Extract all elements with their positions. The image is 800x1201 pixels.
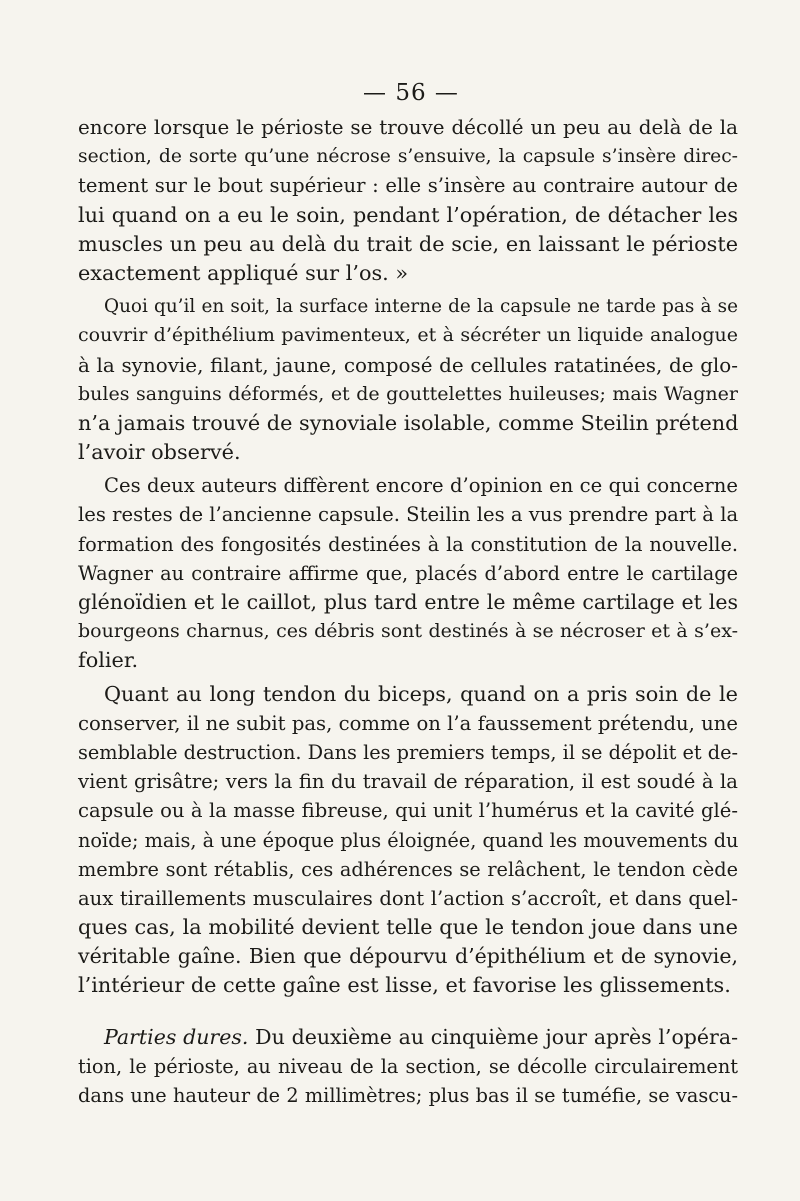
text-line: tion, le périoste, au niveau de la section, se décolle circulairement — [78, 1054, 738, 1078]
page-number: — 56 — — [363, 80, 459, 106]
text-line: dans une hauteur de 2 millimètres; plus bas il se tuméfie, se vascu- — [78, 1084, 738, 1107]
text-line: bourgeons charnus, ces débris sont destinés à se nécroser et à s’ex- — [78, 620, 738, 643]
text-line: Quant au long tendon du biceps, quand on a pris soin de le — [104, 681, 738, 706]
text-line: l’avoir observé. — [78, 440, 241, 465]
text-line: folier. — [78, 648, 139, 673]
paragraph — [78, 471, 738, 675]
text-line: tement sur le bout supérieur : elle s’insère au contraire autour de — [78, 174, 738, 198]
text-line: couvrir d’épithélium pavimenteux, et à sécréter un liquide analogue — [78, 324, 738, 347]
text-line: Wagner au contraire affirme que, placés d’abord entre le cartilage — [78, 561, 738, 585]
section-first-line: Du deuxième au cinquième jour après l’opéra- — [255, 1024, 738, 1049]
text-line: n’a jamais trouvé de synoviale isolable, comme Steilin prétend — [78, 410, 739, 435]
text-line: véritable gaîne. Bien que dépourvu d’épithélium et de synovie, — [78, 944, 738, 969]
section-paragraph — [78, 1023, 738, 1111]
text-line: les restes de l’ancienne capsule. Steilin les a vus prendre part à la — [78, 503, 739, 527]
text-line: lui quand on a eu le soin, pendant l’opération, de détacher les — [78, 202, 738, 227]
text-line: ques cas, la mobilité devient telle que le tendon joue dans une — [78, 915, 738, 940]
text-line: aux tiraillements musculaires dont l’action s’accroît, et dans quel- — [78, 886, 738, 910]
text-line: membre sont rétablis, ces adhérences se relâchent, le tendon cède — [78, 857, 738, 881]
text-line: encore lorsque le périoste se trouve décollé un peu au delà de la — [78, 116, 738, 139]
text-line: capsule ou à la masse fibreuse, qui unit l’humérus et la cavité glé- — [78, 799, 738, 823]
paragraph — [78, 680, 738, 1001]
text-line: muscles un peu au delà du trait de scie, en laissant le périoste — [78, 231, 738, 256]
text-line: formation des fongosités destinées à la constitution de la nouvelle. — [78, 532, 738, 556]
paragraph — [78, 113, 738, 288]
text-line: semblable destruction. Dans les premiers temps, il se dépolit et de- — [78, 740, 739, 764]
text-line: conserver, il ne subit pas, comme on l’a faussement prétendu, une — [78, 711, 738, 735]
paragraph — [78, 292, 738, 467]
body-text — [78, 113, 738, 1110]
text-line: vient grisâtre; vers la fin du travail de réparation, il est soudé à la — [78, 770, 738, 794]
section-heading: Parties dures. — [104, 1024, 249, 1049]
text-line: l’intérieur de cette gaîne est lisse, et favorise les glissements. — [78, 973, 731, 998]
text-line: Ces deux auteurs diffèrent encore d’opinion en ce qui concerne — [104, 474, 738, 498]
text-line — [78, 1023, 738, 1052]
text-line: Quoi qu’il en soit, la surface interne de la capsule ne tarde pas à se — [104, 296, 738, 318]
text-line: glénoïdien et le caillot, plus tard entre le même cartilage et les — [78, 590, 738, 614]
text-line: noïde; mais, à une époque plus éloignée, quand les mouvements du — [78, 828, 739, 852]
text-line: bules sanguins déformés, et de gouttelettes huileuses; mais Wagner — [78, 382, 738, 405]
text-line: exactement appliqué sur l’os. » — [78, 260, 409, 285]
text-line: section, de sorte qu’une nécrose s’ensuive, la capsule s’insère direc- — [78, 146, 738, 168]
text-line: à la synovie, filant, jaune, composé de cellules ratatinées, de glo- — [78, 353, 738, 377]
